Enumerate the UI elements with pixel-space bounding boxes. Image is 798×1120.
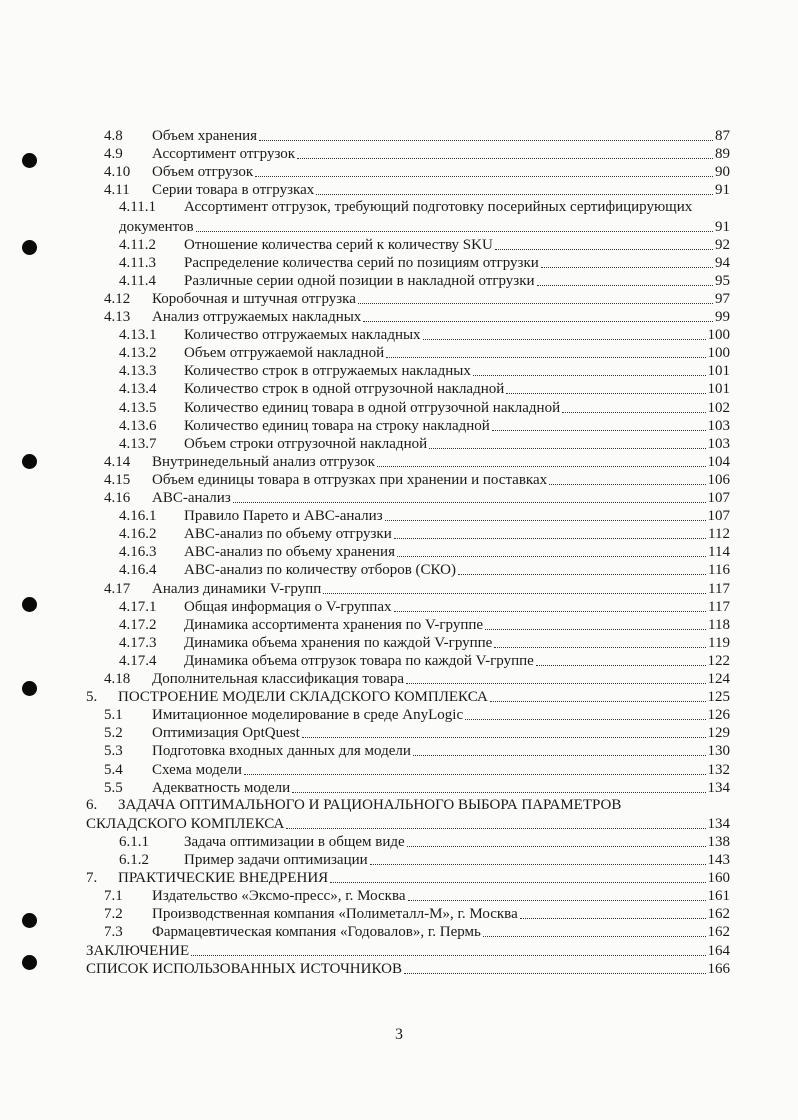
toc-entry-number: 4.12 [104, 290, 131, 307]
dot-leader [465, 719, 705, 720]
toc-entry-title: Задача оптимизации в общем виде [184, 833, 405, 850]
toc-entry-title: Динамика ассортимента хранения по V-группе [184, 616, 484, 633]
dot-leader [370, 864, 706, 865]
toc-entry-title: Правило Парето и ABC-анализ [184, 508, 383, 525]
dot-leader [385, 520, 706, 521]
toc-entry[interactable] [104, 779, 730, 797]
toc-entry-number: 4.11 [104, 182, 130, 199]
toc-entry[interactable] [119, 236, 730, 254]
toc-entry-title: Ассортимент отгрузок [152, 146, 296, 163]
toc-entry-number: 4.13.3 [119, 363, 157, 380]
toc-entry-page: 130 [707, 743, 730, 760]
toc-entry-page: 117 [708, 580, 730, 597]
toc-entry-number: 4.13 [104, 309, 131, 325]
punch-hole [22, 681, 37, 696]
toc-entry-page: 162 [707, 924, 730, 941]
toc-entry-page: 100 [707, 327, 730, 344]
toc-entry-title: Количество строк в одной отгрузочной накладной [184, 381, 505, 398]
toc-entry[interactable] [104, 489, 730, 507]
dot-leader [492, 430, 706, 431]
toc-entry[interactable] [86, 960, 730, 978]
dot-leader [397, 556, 706, 557]
toc-entry-title: Распределение количества серий по позициям отгрузки [184, 254, 539, 271]
dot-leader [191, 955, 705, 956]
toc-entry-line [119, 199, 693, 216]
toc-entry-title: Динамика объема хранения по каждой V-группе [184, 634, 493, 651]
toc-entry-title: Производственная компания «Полиметалл-М», г. Москва [152, 906, 518, 923]
toc-entry-title: ЗАКЛЮЧЕНИЕ [86, 942, 190, 959]
toc-entry-title: Различные серии одной позиции в накладной отгрузки [184, 272, 535, 289]
toc-entry-title: Количество единиц товара в одной отгрузочной накладной [184, 399, 561, 416]
toc-entry-title: Схема модели [152, 761, 242, 778]
toc-entry-title: Ассортимент отгрузок, требующий подготовку посерийных сертифицирующих [184, 199, 693, 216]
dot-leader [286, 828, 705, 829]
dot-leader [323, 593, 706, 594]
dot-leader [429, 448, 705, 449]
dot-leader [330, 882, 705, 883]
toc-entry-page: 129 [707, 725, 730, 742]
toc-entry-title: Отношение количества серий к количеству SKU [184, 236, 493, 253]
toc-entry-page: 166 [707, 960, 730, 977]
dot-leader [255, 176, 713, 177]
toc-entry-page: 95 [715, 272, 730, 289]
toc-entry-page: 164 [707, 942, 730, 959]
toc-entry-page: 119 [708, 634, 730, 651]
toc-entry[interactable] [119, 344, 730, 362]
toc-entry[interactable] [119, 326, 730, 344]
toc-entry[interactable] [119, 652, 730, 670]
toc-entry[interactable] [119, 598, 730, 616]
dot-leader [490, 701, 706, 702]
toc-entry-title: Серии товара в отгрузках [152, 182, 315, 199]
toc-entry-page: 103 [707, 435, 730, 452]
toc-entry[interactable] [104, 471, 730, 489]
toc-entry-number: 6.1.1 [119, 833, 149, 850]
toc-entry-page: 92 [715, 236, 730, 253]
toc-entry[interactable] [104, 761, 730, 779]
toc-entry-title: Динамика объема отгрузок товара по каждой V-группе [184, 652, 534, 669]
punch-hole [22, 454, 37, 469]
toc-entry-title: ЗАДАЧА ОПТИМАЛЬНОГО И РАЦИОНАЛЬНОГО ВЫБОРА ПАРАМЕТРОВ [118, 796, 622, 813]
toc-entry[interactable] [119, 543, 730, 561]
toc-entry-title: Адекватность модели [152, 779, 291, 796]
toc-entry-title: Фармацевтическая компания «Годовалов», г. Пермь [152, 924, 481, 941]
toc-entry-page: 116 [708, 562, 730, 579]
toc-entry[interactable] [119, 833, 730, 851]
toc-entry-page: 99 [715, 309, 730, 325]
toc-entry-number: 4.17.2 [119, 616, 157, 633]
toc-entry[interactable] [104, 887, 730, 905]
dot-leader [394, 538, 706, 539]
toc-entry-number: 7.3 [104, 924, 123, 941]
dot-leader [413, 755, 706, 756]
dot-leader [316, 194, 713, 195]
toc-entry-number: 5.2 [104, 725, 123, 742]
dot-leader [506, 393, 705, 394]
toc-entry-page: 125 [707, 689, 730, 706]
dot-leader [536, 665, 706, 666]
toc-entry[interactable] [119, 616, 730, 634]
dot-leader [394, 611, 707, 612]
toc-entry-page: 112 [708, 526, 730, 543]
dot-leader [549, 484, 705, 485]
toc-entry-title: Коробочная и штучная отгрузка [152, 290, 356, 307]
toc-entry-number: 4.13.6 [119, 417, 157, 434]
toc-entry-page: 132 [707, 761, 730, 778]
dot-leader [520, 918, 706, 919]
toc-entry[interactable] [86, 869, 730, 887]
toc-entry-number: 4.8 [104, 128, 123, 144]
punch-hole [22, 240, 37, 255]
toc-entry-title: Анализ отгружаемых накладных [152, 309, 362, 325]
toc-entry-number: 4.17.1 [119, 598, 157, 615]
dot-leader [386, 357, 705, 358]
toc-entry-page: 102 [707, 399, 730, 416]
toc-entry-number: 4.9 [104, 146, 123, 163]
dot-leader [458, 574, 706, 575]
toc-entry[interactable] [104, 923, 730, 941]
toc-entry-page: 101 [707, 381, 730, 398]
toc-entry[interactable] [104, 742, 730, 760]
toc-entry-page: 90 [715, 164, 730, 181]
toc-entry[interactable] [119, 399, 730, 417]
toc-entry-page: 94 [715, 254, 730, 271]
dot-leader [404, 973, 706, 974]
toc-entry-title: Пример задачи оптимизации [184, 852, 368, 868]
toc-entry-number: 5.5 [104, 779, 123, 796]
toc-entry-title: Анализ динамики V-групп [152, 580, 322, 597]
toc-entry-title-continued: документов [119, 218, 194, 235]
toc-entry-title: Объем отгружаемой накладной [184, 345, 385, 362]
dot-leader [358, 303, 713, 304]
toc-entry-number: 6. [86, 796, 98, 813]
dot-leader [485, 629, 706, 630]
toc-entry-title: Общая информация о V-группах [184, 598, 392, 615]
dot-leader [423, 339, 706, 340]
toc-entry[interactable] [86, 942, 730, 960]
toc-entry-title: Издательство «Эксмо-пресс», г. Москва [152, 888, 406, 905]
toc-entry-title: ABC-анализ по объему отгрузки [184, 526, 392, 543]
dot-leader [473, 375, 706, 376]
toc-entry-title: СПИСОК ИСПОЛЬЗОВАННЫХ ИСТОЧНИКОВ [86, 960, 402, 977]
dot-leader [292, 792, 705, 793]
toc-entry[interactable] [119, 507, 730, 525]
toc-entry[interactable] [104, 905, 730, 923]
toc-entry-number: 5.4 [104, 761, 123, 778]
toc-entry-page: 117 [708, 598, 730, 615]
toc-entry-page: 162 [707, 906, 730, 923]
toc-entry-number: 4.11.3 [119, 254, 156, 271]
toc-entry-number: 4.11.4 [119, 272, 156, 289]
toc-entry-title: Внутринедельный анализ отгрузок [152, 453, 375, 470]
toc-entry-number: 4.13.5 [119, 399, 157, 416]
toc-entry[interactable] [119, 218, 730, 236]
toc-entry[interactable] [86, 688, 730, 706]
toc-entry-title: ABC-анализ [152, 490, 231, 506]
toc-entry-number: 4.13.1 [119, 327, 157, 344]
toc-entry[interactable] [104, 290, 730, 308]
toc-entry[interactable] [104, 580, 730, 598]
dot-leader [483, 936, 706, 937]
toc-entry-title: ABC-анализ по объему хранения [184, 544, 395, 561]
toc-entry-title: Объем единицы товара в отгрузках при хранении и поставках [152, 471, 548, 488]
toc-entry[interactable] [119, 362, 730, 380]
toc-entry[interactable] [86, 815, 730, 833]
toc-entry-number: 4.13.4 [119, 381, 157, 398]
toc-entry-number: 4.15 [104, 471, 131, 488]
toc-entry[interactable] [104, 163, 730, 181]
toc-entry-title: Оптимизация OptQuest [152, 725, 300, 742]
toc-entry-page: 161 [707, 888, 730, 905]
toc-entry-title: Имитационное моделирование в среде AnyLogic [152, 707, 464, 724]
toc-entry-number: 5.3 [104, 743, 123, 760]
toc-entry-title: Объем отгрузок [152, 164, 254, 181]
toc-entry-title: Дополнительная классификация товара [152, 671, 404, 687]
toc-entry[interactable] [104, 706, 730, 724]
toc-entry-page: 143 [707, 852, 730, 868]
dot-leader [259, 140, 713, 141]
dot-leader [408, 900, 706, 901]
toc-entry[interactable] [104, 181, 730, 199]
toc-entry-page: 91 [715, 218, 730, 235]
punch-hole [22, 913, 37, 928]
toc-entry-number: 4.16 [104, 490, 131, 506]
toc-entry-page: 101 [707, 363, 730, 380]
toc-entry-number: 4.10 [104, 164, 131, 181]
toc-entry-title: ПОСТРОЕНИЕ МОДЕЛИ СКЛАДСКОГО КОМПЛЕКСА [118, 689, 488, 706]
toc-entry[interactable] [119, 272, 730, 290]
toc-entry-page: 122 [707, 652, 730, 669]
dot-leader [244, 774, 706, 775]
punch-hole [22, 153, 37, 168]
toc-entry-title: Подготовка входных данных для модели [152, 743, 411, 760]
toc-entry-title: ПРАКТИЧЕСКИЕ ВНЕДРЕНИЯ [118, 870, 329, 887]
dot-leader [302, 737, 706, 738]
toc-entry[interactable] [119, 254, 730, 272]
toc-entry[interactable] [119, 561, 730, 579]
toc-entry-line [86, 796, 622, 814]
toc-entry-number: 7.2 [104, 906, 123, 923]
toc-entry-page: 114 [708, 544, 730, 561]
toc-entry-number: 4.13.7 [119, 435, 157, 452]
toc-entry-title: Количество единиц товара на строку накладной [184, 417, 490, 434]
page-number: 3 [395, 1026, 403, 1043]
toc-entry-number: 4.17.3 [119, 634, 157, 651]
toc-entry[interactable] [119, 417, 730, 435]
toc-entry-title: ABC-анализ по количеству отборов (СКО) [184, 562, 457, 579]
toc-entry-page: 103 [707, 417, 730, 434]
toc-entry[interactable] [104, 670, 730, 688]
toc-entry-number: 4.11.2 [119, 236, 156, 253]
toc-entry-number: 5.1 [104, 707, 123, 724]
toc-entry-title: Объем хранения [152, 128, 258, 144]
toc-entry-number: 4.16.3 [119, 544, 157, 561]
toc-entry-page: 104 [707, 453, 730, 470]
toc-entry[interactable] [104, 127, 730, 145]
toc-entry[interactable] [119, 435, 730, 453]
dot-leader [407, 846, 706, 847]
toc-entry-page: 138 [707, 833, 730, 850]
toc-entry-number: 4.11.1 [119, 199, 156, 216]
toc-entry-title-continued: СКЛАДСКОГО КОМПЛЕКСА [86, 815, 285, 832]
toc-entry-page: 124 [707, 671, 730, 687]
toc-entry-page: 107 [707, 508, 730, 525]
toc-entry[interactable] [104, 453, 730, 471]
toc-entry-page: 126 [707, 707, 730, 724]
toc-entry[interactable] [119, 380, 730, 398]
toc-entry-title: Количество строк в отгружаемых накладных [184, 363, 471, 380]
toc-entry-page: 100 [707, 345, 730, 362]
toc-entry[interactable] [119, 634, 730, 652]
toc-entry-page: 87 [715, 128, 730, 144]
dot-leader [363, 321, 713, 322]
toc-entry-title: Объем строки отгрузочной накладной [184, 435, 428, 452]
toc-entry-number: 4.18 [104, 671, 131, 687]
toc-entry-page: 106 [707, 471, 730, 488]
toc-entry-number: 4.16.2 [119, 526, 157, 543]
toc-entry-number: 4.16.4 [119, 562, 157, 579]
toc-entry-number: 7. [86, 870, 98, 887]
toc-entry-number: 4.17.4 [119, 652, 157, 669]
dot-leader [233, 502, 706, 503]
toc-entry-number: 7.1 [104, 888, 123, 905]
toc-entry[interactable] [119, 525, 730, 543]
dot-leader [537, 285, 713, 286]
dot-leader [562, 412, 705, 413]
dot-leader [495, 249, 713, 250]
dot-leader [297, 158, 713, 159]
toc-entry-number: 4.14 [104, 453, 131, 470]
toc-entry-number: 6.1.2 [119, 852, 149, 868]
toc-entry-number: 4.17 [104, 580, 131, 597]
punch-hole [22, 597, 37, 612]
toc-entry[interactable] [104, 724, 730, 742]
dot-leader [377, 466, 706, 467]
toc-entry-page: 134 [707, 815, 730, 832]
dot-leader [494, 647, 706, 648]
toc-entry-page: 134 [707, 779, 730, 796]
dot-leader [541, 267, 713, 268]
toc-entry-page: 118 [708, 616, 730, 633]
dot-leader [406, 683, 706, 684]
toc-entry[interactable] [119, 851, 730, 869]
dot-leader [196, 231, 713, 232]
toc-entry-page: 91 [715, 182, 730, 199]
toc-entry-number: 4.13.2 [119, 345, 157, 362]
toc-entry-title: Количество отгружаемых накладных [184, 327, 421, 344]
toc-entry-page: 160 [707, 870, 730, 887]
toc-entry-number: 5. [86, 689, 98, 706]
toc-entry[interactable] [104, 145, 730, 163]
toc-entry-page: 89 [715, 146, 730, 163]
toc-entry-page: 107 [707, 490, 730, 506]
punch-hole [22, 955, 37, 970]
toc-entry-page: 97 [715, 290, 730, 307]
toc-entry-number: 4.16.1 [119, 508, 157, 525]
toc-entry[interactable] [104, 308, 730, 326]
